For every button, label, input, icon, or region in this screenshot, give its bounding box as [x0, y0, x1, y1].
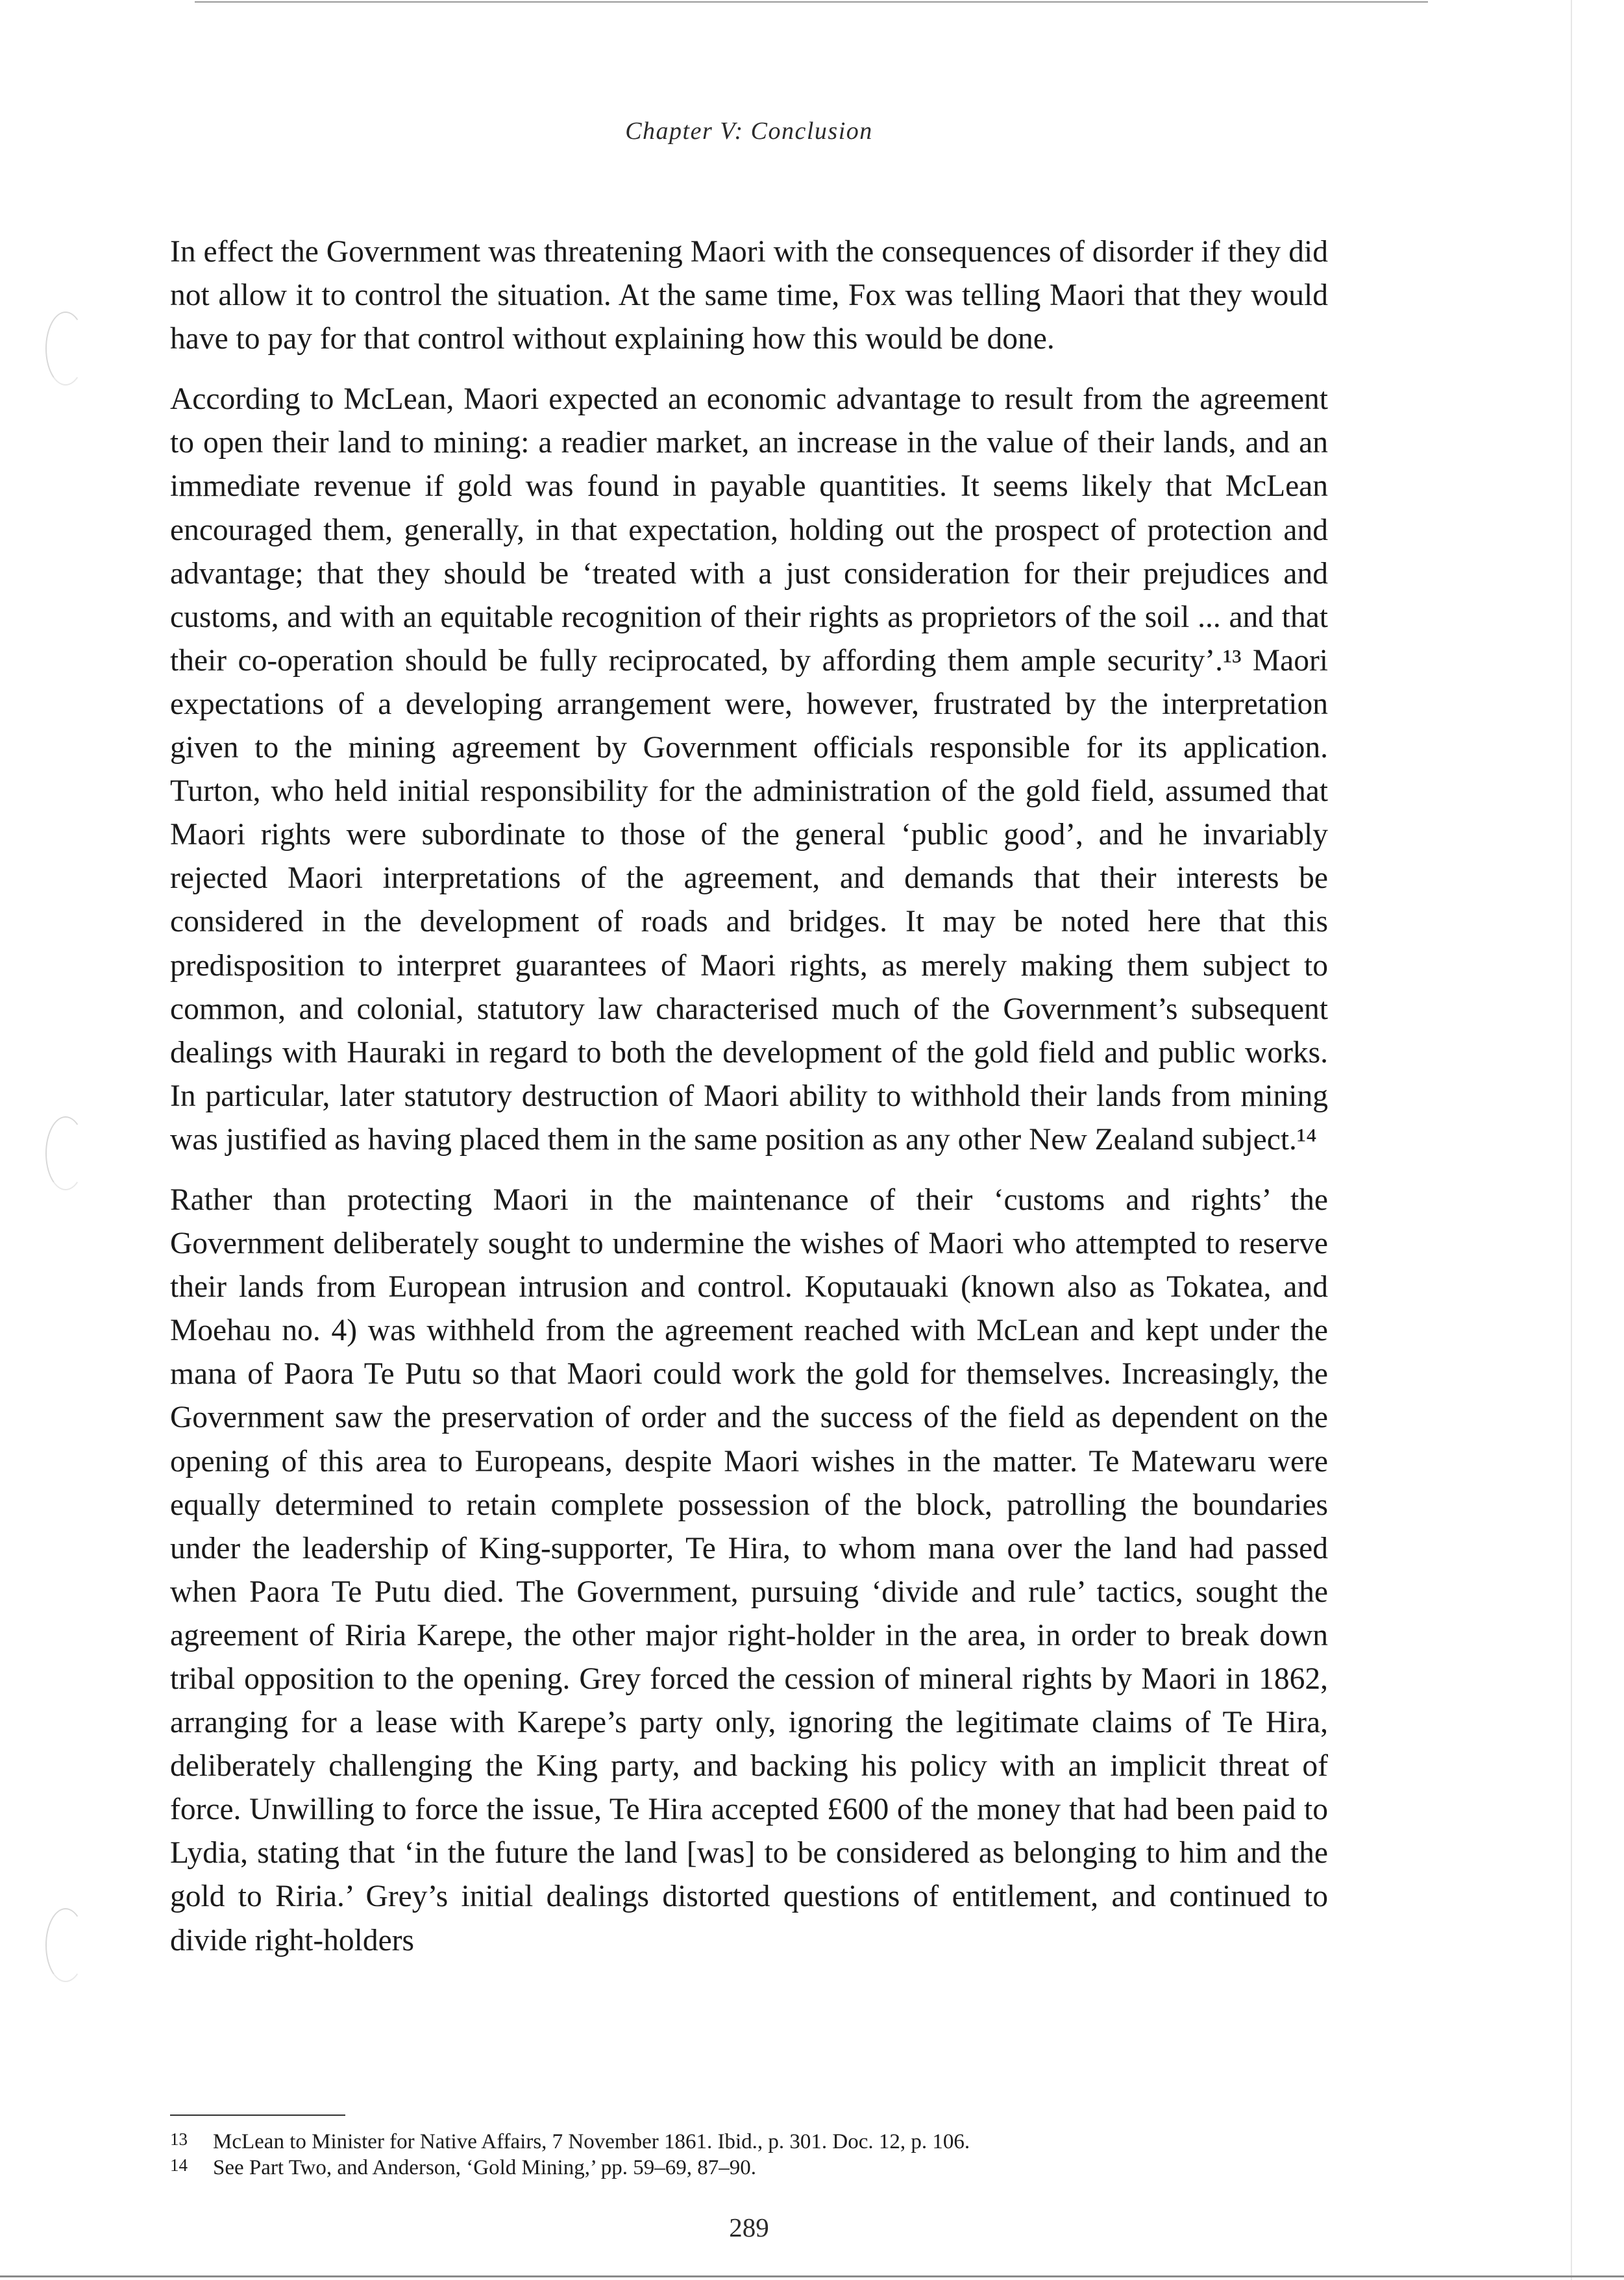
- footnotes: [170, 2129, 1328, 2181]
- footnote-number: 14: [170, 2155, 188, 2175]
- paragraph: According to McLean, Maori expected an economic advantage to result from the agreement to open their land to mining: a readier market, an increase in the value of their lands, and an immediate revenue if gold was found in payable quantities. It seems likely that McLean encouraged them, generally, in that expectation, holding out the prospect of protection and advantage; that they should be ‘treated with a just consideration for their prejudices and customs, and with an equitable recognition of their rights as proprietors of the soil ... and that their co-operation should be fully reciprocated, by affording them ample security’.¹³ Maori expectations of a developing arrangement were, however, frustrated by the interpretation given to the mining agreement by Government officials responsible for its application. Turton, who held initial responsibility for the administration of the gold field, assumed that Maori rights were subordinate to those of the general ‘public good’, and he invariably rejected Maori interpretations of the agreement, and demands that their interests be considered in the development of roads and bridges. It may be noted here that this predisposition to interpret guarantees of Maori rights, as merely making them subject to common, and colonial, statutory law characterised much of the Government’s subsequent dealings with Hauraki in regard to both the development of the gold field and public works. In particular, later statutory destruction of Maori ability to withhold their lands from mining was justified as having placed them in the same position as any other New Zealand subject.¹⁴: [170, 382, 1328, 1157]
- scan-bottom-edge: [0, 2275, 1624, 2277]
- footnote-text: See Part Two, and Anderson, ‘Gold Mining,’ pp. 59–69, 87–90.: [213, 2156, 756, 2179]
- paragraph: Rather than protecting Maori in the maintenance of their ‘customs and rights’ the Government deliberately sought to undermine the wishes of Maori who attempted to reserve their lands from European intrusion and control. Koputauaki (known also as Tokatea, and Moehau no. 4) was withheld from the agreement reached with McLean and kept under the mana of Paora Te Putu so that Maori could work the gold for themselves. Increasingly, the Government saw the preservation of order and the success of the field as dependent on the opening of this area to Europeans, despite Maori wishes in the matter. Te Matewaru were equally determined to retain complete possession of the block, patrolling the boundaries under the leadership of King-supporter, Te Hira, to whom mana over the land had passed when Paora Te Putu died. The Government, pursuing ‘divide and rule’ tactics, sought the agreement of Riria Karepe, the other major right-holder in the area, in order to break down tribal opposition to the opening. Grey forced the cession of mineral rights by Maori in 1862, arranging for a lease with Karepe’s party only, ignoring the legitimate claims of Te Hira, deliberately challenging the King party, and backing his policy with an implicit threat of force. Unwilling to force the issue, Te Hira accepted £600 of the money that had been paid to Lydia, stating that ‘in the future the land [was] to be considered as belonging to him and the gold to Riria.’ Grey’s initial dealings distorted questions of entitlement, and continued to divide right-holders: [170, 1183, 1328, 1957]
- paragraph: In effect the Government was threatening Maori with the consequences of disorder if they did not allow it to control the situation. At the same time, Fox was telling Maori that they would have to pay for that control without explaining how this would be done.: [170, 235, 1328, 356]
- page-number: 289: [729, 2213, 769, 2242]
- punch-hole-mark: [45, 312, 86, 386]
- footnote: [170, 2129, 1328, 2155]
- footnote-text: McLean to Minister for Native Affairs, 7 November 1861. Ibid., p. 301. Doc. 12, p. 106.: [213, 2130, 970, 2153]
- running-head: Chapter V: Conclusion: [625, 117, 873, 145]
- body-text: [170, 230, 1328, 1980]
- scan-right-edge: [1571, 0, 1572, 2280]
- footnote-number: 13: [170, 2129, 188, 2149]
- punch-hole-mark: [45, 1908, 86, 1982]
- scan-top-edge: [195, 1, 1428, 3]
- punch-hole-mark: [45, 1116, 86, 1190]
- footnote: [170, 2155, 1328, 2181]
- footnote-rule: [170, 2115, 345, 2116]
